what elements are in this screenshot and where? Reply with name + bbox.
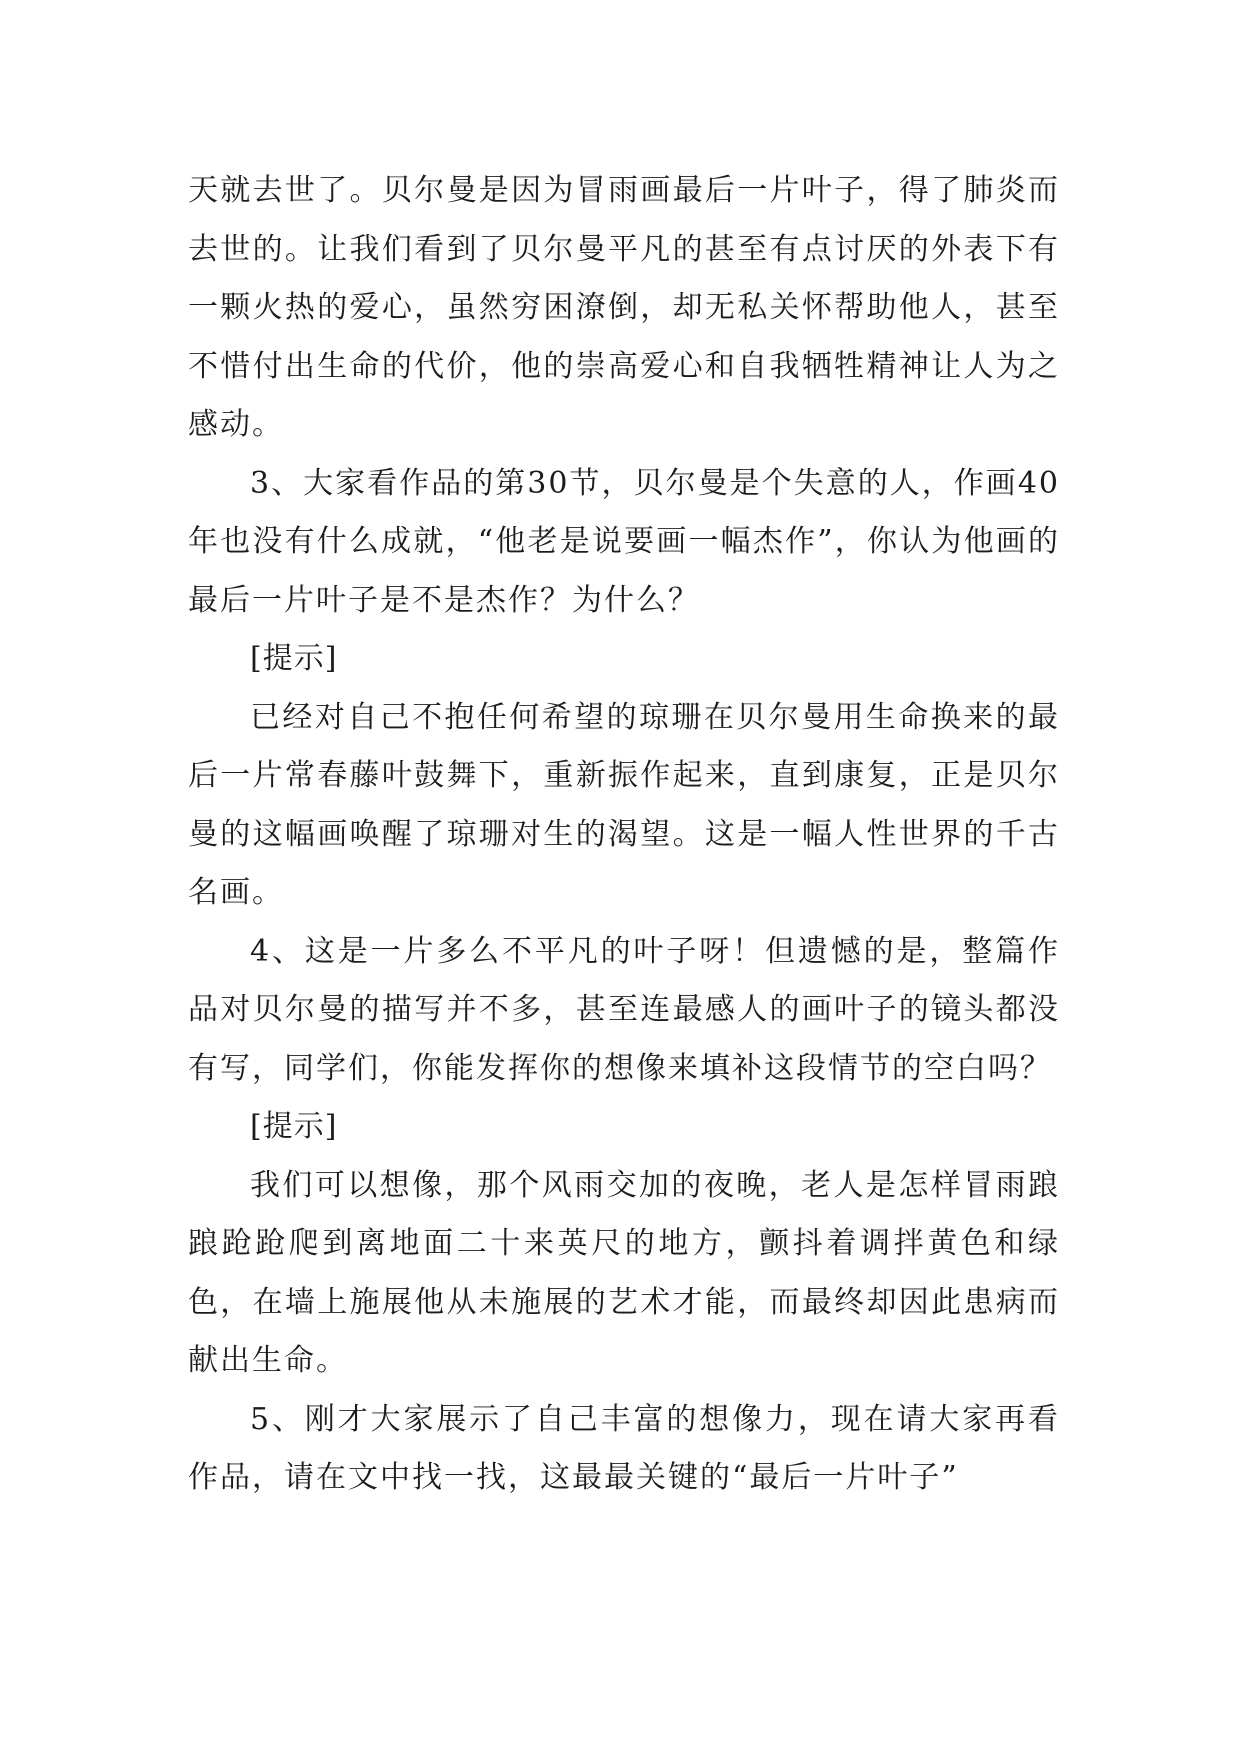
hint-label: [提示] <box>250 641 338 676</box>
paragraph-question-5: 5、刚才大家展示了自己丰富的想像力，现在请大家再看作品，请在文中找一找，这最最关键的“最后一片叶子” <box>188 1401 1060 1495</box>
paragraph-hint-answer-3: 已经对自己不抱任何希望的琼珊在贝尔曼用生命换来的最后一片常春藤叶鼓舞下，重新振作起来，直到康复，正是贝尔曼的这幅画唤醒了琼珊对生的渴望。这是一幅人性世界的千古名画。 <box>188 699 1060 910</box>
hint-label: [提示] <box>250 1109 338 1144</box>
paragraph-hint-answer-4: 我们可以想像，那个风雨交加的夜晚，老人是怎样冒雨踉踉跄跄爬到离地面二十来英尺的地方，颤抖着调拌黄色和绿色，在墙上施展他从未施展的艺术才能，而最终却因此患病而献出生命。 <box>188 1167 1060 1378</box>
paragraph-continuation: 天就去世了。贝尔曼是因为冒雨画最后一片叶子，得了肺炎而去世的。让我们看到了贝尔曼平凡的甚至有点讨厌的外表下有一颗火热的爱心，虽然穷困潦倒，却无私关怀帮助他人，甚至不惜付出生命的代价，他的崇高爱心和自我牺牲精神让人为之感动。 <box>188 173 1060 442</box>
paragraph-question-3: 3、大家看作品的第30节，贝尔曼是个失意的人，作画40年也没有什么成就，“他老是说要画一幅杰作”，你认为他画的最后一片叶子是不是杰作？为什么？ <box>188 465 1060 618</box>
document-body <box>188 162 1060 1508</box>
paragraph-question-4: 4、这是一片多么不平凡的叶子呀！但遗憾的是，整篇作品对贝尔曼的描写并不多，甚至连最感人的画叶子的镜头都没有写，同学们，你能发挥你的想像来填补这段情节的空白吗？ <box>188 933 1060 1086</box>
